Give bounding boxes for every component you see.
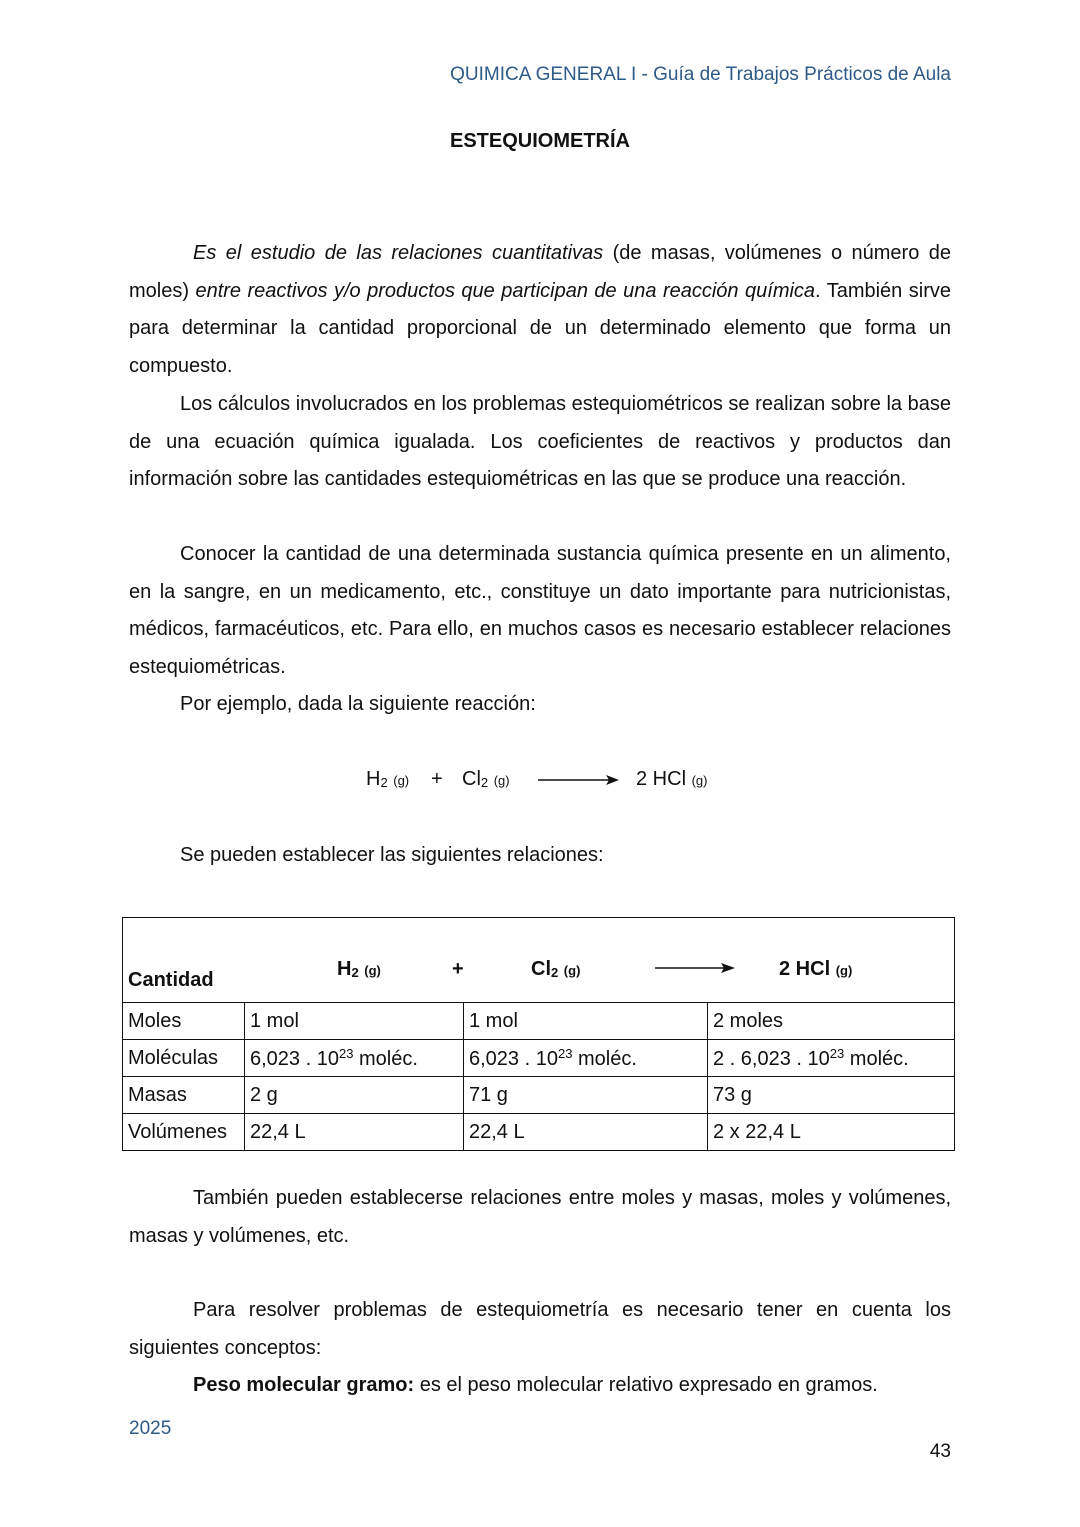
text: (de masas, volúmenes o número de moles) <box>129 242 951 302</box>
italic-text: Es el estudio de las relaciones cuantitativas <box>193 242 604 264</box>
paragraph-conceptos: Para resolver problemas de estequiometría es necesario tener en cuenta los siguientes conceptos: <box>129 1299 951 1359</box>
arrow-icon <box>655 961 737 975</box>
equation-reactant-cl2: $Cl_2$ (g) <box>462 768 510 790</box>
cell: 6,023 . $10^{23}$ moléc. <box>464 1040 708 1077</box>
table-row <box>123 1114 955 1151</box>
italic-text: entre reactivos y/o productos que participan de una reacción química <box>195 279 816 302</box>
paragraph-relaciones: Se pueden establecer las siguientes relaciones: <box>180 844 604 866</box>
cell: 22,4 L <box>245 1114 464 1151</box>
table-head-plus: + <box>452 958 464 980</box>
cell: 2 g <box>245 1077 464 1114</box>
cell: 2 x 22,4 L <box>708 1114 955 1151</box>
row-label: Moles <box>123 1003 245 1040</box>
stoichiometry-table <box>122 917 955 1151</box>
header-cantidad: Cantidad <box>128 969 214 991</box>
arrow-icon <box>538 773 620 787</box>
equation-product-hcl: 2 HCl (g) <box>636 768 708 790</box>
row-label: Masas <box>123 1077 245 1114</box>
paragraph-definition <box>129 235 951 385</box>
footer-year: 2025 <box>129 1418 172 1439</box>
cell: 73 g <box>708 1077 955 1114</box>
table-row <box>123 1077 955 1114</box>
paragraph-conocer: Conocer la cantidad de una determinada sustancia química presente en un alimento, en la sangre, en un medicamento, etc., constituye un dato importante para nutricionistas, médicos, farmacéuticos, etc. Para ello, en muchos casos es necesario establecer relaciones estequiométricas. <box>129 543 951 678</box>
cell: 6,023 . $10^{23}$ moléc. <box>245 1040 464 1077</box>
cell: 71 g <box>464 1077 708 1114</box>
cell: 2 moles <box>708 1003 955 1040</box>
cell: 22,4 L <box>464 1114 708 1151</box>
cell: 1 mol <box>245 1003 464 1040</box>
table-head-h2: $H_2$ (g) <box>337 958 381 980</box>
table-head-hcl: 2 HCl (g) <box>779 958 853 980</box>
cell: 1 mol <box>464 1003 708 1040</box>
equation-reactant-h2: $H_2$ (g) <box>366 768 410 790</box>
table-row <box>123 1003 955 1040</box>
row-label: Moléculas <box>123 1040 245 1077</box>
equation-plus: + <box>431 768 443 790</box>
paragraph-ejemplo: Por ejemplo, dada la siguiente reacción: <box>180 693 536 715</box>
table-head-cl2: $Cl_2$ (g) <box>531 958 581 980</box>
paragraph-peso-molecular <box>129 1367 951 1405</box>
page-number: 43 <box>929 1441 951 1462</box>
paragraph-tambien: También pueden establecerse relaciones entre moles y masas, moles y volúmenes, masas y volúmenes, etc. <box>129 1187 951 1247</box>
paragraph-calculos: Los cálculos involucrados en los problemas estequiométricos se realizan sobre la base de una ecuación química igualada. Los coeficientes de reactivos y productos dan información sobre las cantidades estequiométricas en las que se produce una reacción. <box>129 393 951 491</box>
cell: 2 . 6,023 . $10^{23}$ moléc. <box>708 1040 955 1077</box>
row-label: Volúmenes <box>123 1114 245 1151</box>
page-title: ESTEQUIOMETRÍA <box>449 130 630 152</box>
text: es el peso molecular relativo expresado en gramos. <box>414 1374 878 1396</box>
running-header: QUIMICA GENERAL I - Guía de Trabajos Prácticos de Aula <box>450 64 951 85</box>
term: Peso molecular gramo: <box>193 1374 415 1396</box>
text: . También sirve para determinar la cantidad proporcional de un determinado elemento que forma un compuesto. <box>129 279 951 377</box>
table-row <box>123 1040 955 1077</box>
